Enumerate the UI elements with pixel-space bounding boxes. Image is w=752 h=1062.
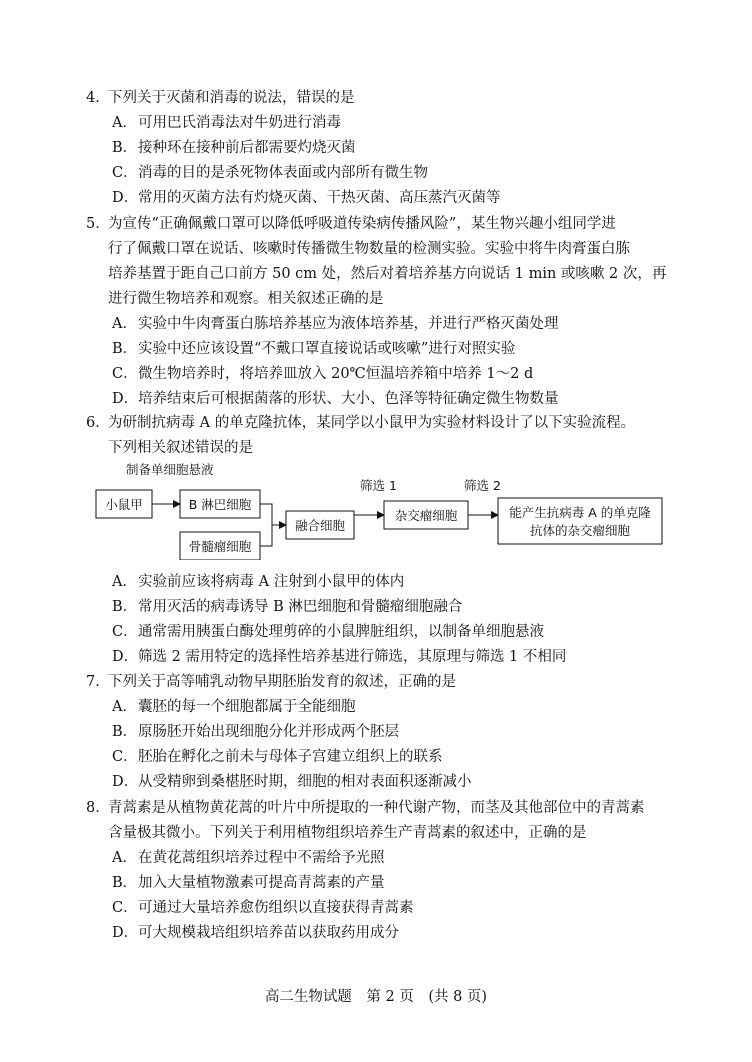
question-4 — [86, 86, 686, 211]
monoclonal-antibody-flowchart — [90, 460, 670, 560]
question-5-stem-line: 进行微生物培养和观察。相关叙述正确的是 — [108, 291, 384, 307]
fused-cell-label: 融合细胞 — [294, 518, 346, 533]
option-a: A．可用巴氏消毒法对牛奶进行消毒 — [112, 115, 341, 131]
option-b: B．加入大量植物激素可提高青蒿素的产量 — [112, 875, 385, 891]
merge-bracket — [260, 504, 272, 546]
prep-suspension-label: 制备单细胞悬液 — [126, 462, 214, 477]
option-a: A．囊胚的每一个细胞都属于全能细胞 — [112, 699, 356, 715]
question-5-stem-line: 培养基置于距自己口前方 50 cm 处，然后对着培养基方向说话 1 min 或咳嗽 2 次，再 — [108, 266, 667, 282]
question-8-stem: 8．青蒿素是从植物黄花蒿的叶片中所提取的一种代谢产物，而茎及其他部位中的青蒿素 — [86, 796, 686, 821]
screen-1-label: 筛选 1 — [360, 478, 397, 493]
b-cell-label: B 淋巴细胞 — [188, 497, 252, 512]
option-c: C．通常需用胰蛋白酶处理剪碎的小鼠脾脏组织，以制备单细胞悬液 — [112, 624, 544, 640]
question-5-stem-line: 行了佩戴口罩在说话、咳嗽时传播微生物数量的检测实验。实验中将牛肉膏蛋白胨 — [108, 241, 630, 257]
option-b: B．常用灭活的病毒诱导 B 淋巴细胞和骨髓瘤细胞融合 — [112, 599, 463, 615]
option-b: B．接种环在接种前后都需要灼烧灭菌 — [112, 140, 356, 156]
page-footer: 高二生物试题 第 2 页 (共 8 页) — [264, 989, 488, 1005]
option-b: B．原肠胚开始出现细胞分化并形成两个胚层 — [112, 724, 399, 740]
question-6-stem: 6．为研制抗病毒 A 的单克隆抗体，某同学以小鼠甲为实验材料设计了以下实验流程。 — [86, 411, 686, 436]
question-4-stem: 4．下列关于灭菌和消毒的说法，错误的是 — [86, 86, 686, 111]
option-b: B．实验中还应该设置“不戴口罩直接说话或咳嗽”进行对照实验 — [112, 341, 516, 357]
option-d: D．筛选 2 需用特定的选择性培养基进行筛选，其原理与筛选 1 不相同 — [112, 649, 567, 665]
option-d: D．可大规模栽培组织培养苗以获取药用成分 — [112, 925, 399, 941]
option-a: A．在黄花蒿组织培养过程中不需给予光照 — [112, 850, 385, 866]
option-d: D．培养结束后可根据菌落的形状、大小、色泽等特征确定微生物数量 — [112, 391, 559, 407]
final-hybridoma-line2: 抗体的杂交瘤细胞 — [529, 523, 631, 538]
myeloma-label: 骨髓瘤细胞 — [188, 539, 252, 554]
question-number: 4． — [86, 90, 110, 106]
option-a: A．实验前应该将病毒 A 注射到小鼠甲的体内 — [112, 574, 405, 590]
question-5-stem: 5．为宣传“正确佩戴口罩可以降低呼吸道传染病传播风险”，某生物兴趣小组同学进 — [86, 212, 686, 237]
option-a: A．实验中牛肉膏蛋白胨培养基应为液体培养基，并进行严格灭菌处理 — [112, 316, 559, 332]
final-hybridoma-line1: 能产生抗病毒 A 的单克隆 — [509, 505, 651, 520]
question-7 — [86, 670, 686, 795]
question-number: 7． — [86, 674, 110, 690]
question-7-stem: 7．下列关于高等哺乳动物早期胚胎发育的叙述，正确的是 — [86, 670, 686, 695]
question-6-options — [86, 570, 686, 670]
mouse-label: 小鼠甲 — [105, 497, 143, 512]
option-d: D．从受精卵到桑椹胚时期，细胞的相对表面积逐渐减小 — [112, 774, 472, 790]
question-6 — [86, 411, 686, 461]
option-c: C．微生物培养时，将培养皿放入 20℃恒温培养箱中培养 1～2 d — [112, 366, 534, 382]
option-d: D．常用的灭菌方法有灼烧灭菌、干热灭菌、高压蒸汽灭菌等 — [112, 190, 501, 206]
hybridoma-label: 杂交瘤细胞 — [394, 508, 458, 523]
option-c: C．胚胎在孵化之前未与母体子宫建立组织上的联系 — [112, 749, 443, 765]
option-c: C．消毒的目的是杀死物体表面或内部所有微生物 — [112, 165, 428, 181]
question-8-stem-line: 含量极其微小。下列关于利用植物组织培养生产青蒿素的叙述中，正确的是 — [108, 825, 587, 841]
question-8 — [86, 796, 686, 946]
question-5 — [86, 212, 686, 412]
question-number: 5． — [86, 216, 110, 232]
screen-2-label: 筛选 2 — [464, 478, 501, 493]
question-6-stem-line: 下列相关叙述错误的是 — [108, 440, 253, 456]
question-number: 8． — [86, 800, 110, 816]
option-c: C．可通过大量培养愈伤组织以直接获得青蒿素 — [112, 900, 414, 916]
question-number: 6． — [86, 415, 110, 431]
